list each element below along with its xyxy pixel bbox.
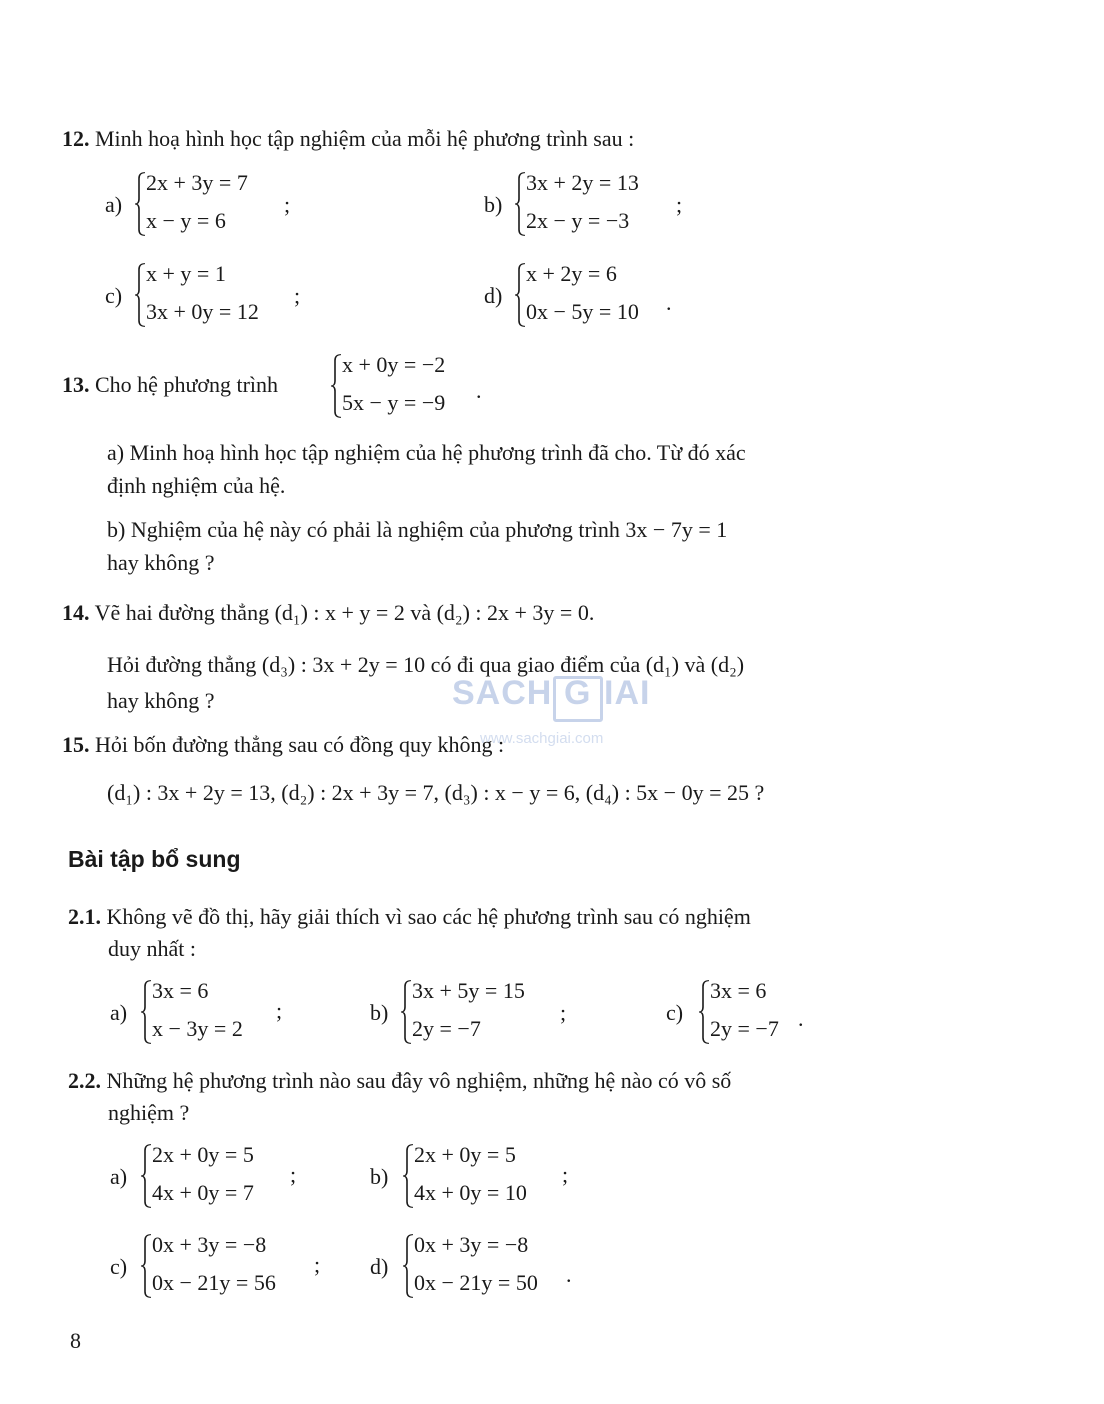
exercise-2-2-line1: Những hệ phương trình nào sau đây vô nghiệm, những hệ nào có vô số [106,1068,732,1093]
exercise-14-number: 14. [62,600,90,625]
ex21-a-eq1: 3x = 6 [152,978,209,1003]
brace-icon [140,980,148,1044]
watermark-url: www.sachgiai.com [480,730,604,747]
ex21-line2: duy nhất : [108,936,196,961]
ex13-eq1: x + 0y = −2 [342,352,446,377]
exercise-13-prompt: Cho hệ phương trình [95,372,279,397]
ex21-b-system [400,976,560,1048]
ex22-b-label: b) [370,1164,389,1189]
ex21-a-system [140,976,290,1048]
ex13-part-a-line2: định nghiệm của hệ. [107,473,286,498]
ex12-b-sep: ; [676,192,683,217]
ex21-a-label: a) [110,1000,128,1025]
exercise-12-number: 12. [62,126,90,151]
exercise-15-line1: Hỏi bốn đường thẳng sau có đồng quy không : [95,732,505,757]
ex12-d-label: d) [484,283,503,308]
exercise-2-2-number: 2.2. [68,1068,101,1093]
exercise-13-title [62,372,278,398]
ex22-c-label: c) [110,1254,128,1279]
ex13-sep: . [476,378,482,403]
ex12-a-sep: ; [284,192,291,217]
watermark-brand-left: SACH [452,674,553,712]
ex21-b-eq1: 3x + 5y = 15 [412,978,525,1003]
ex22-d-sep: . [566,1262,572,1287]
brace-icon [134,172,142,236]
ex22-c-eq2: 0x − 21y = 56 [152,1270,276,1295]
ex12-b-eq2: 2x − y = −3 [526,208,630,233]
ex12-d-eq2: 0x − 5y = 10 [526,299,639,324]
ex21-c-sep: . [798,1006,804,1031]
exercise-2-2-title [68,1068,731,1094]
brace-icon [330,354,338,418]
ex21-c-label: c) [666,1000,684,1025]
exercise-12-prompt: Minh hoạ hình học tập nghiệm của mỗi hệ phương trình sau : [95,126,635,151]
ex22-d-system [402,1230,582,1302]
ex22-a-system [140,1140,300,1212]
ex22-c-eq1: 0x + 3y = −8 [152,1232,267,1257]
ex21-c-eq2: 2y = −7 [710,1016,779,1041]
ex13-system [330,350,490,422]
ex21-b-eq2: 2y = −7 [412,1016,481,1041]
ex12-b-eq1: 3x + 2y = 13 [526,170,639,195]
exercise-14-line1: Vẽ hai đường thẳng (d₁) : x + y = 2 và (d₂) : 2x + 3y = 0. [94,600,595,625]
ex22-d-label: d) [370,1254,389,1279]
ex15-line2: (d₁) : 3x + 2y = 13, (d₂) : 2x + 3y = 7, (d₃) : x − y = 6, (d₄) : 5x − 0y = 25 ? [107,780,765,805]
ex22-b-sep: ; [562,1162,569,1187]
ex13-part-b-line2: hay không ? [107,550,215,575]
ex12-a-eq1: 2x + 3y = 7 [146,170,248,195]
ex12-c-eq1: x + y = 1 [146,261,226,286]
exercise-15-number: 15. [62,732,90,757]
ex12-a-system [134,168,294,240]
ex22-b-eq2: 4x + 0y = 10 [414,1180,527,1205]
ex12-d-eq1: x + 2y = 6 [526,261,617,286]
exercise-12-title [62,126,634,152]
ex22-b-eq1: 2x + 0y = 5 [414,1142,516,1167]
page-number: 8 [70,1328,81,1353]
ex22-c-sep: ; [314,1252,321,1277]
watermark-brand-right: IAI [604,674,651,712]
ex13-part-b-line1: b) Nghiệm của hệ này có phải là nghiệm của phương trình 3x − 7y = 1 [107,517,728,542]
ex22-a-sep: ; [290,1162,297,1187]
ex12-a-label: a) [105,192,123,217]
ex12-c-eq2: 3x + 0y = 12 [146,299,259,324]
brace-icon [514,172,522,236]
ex13-part-a-line1: a) Minh hoạ hình học tập nghiệm của hệ phương trình đã cho. Từ đó xác [107,440,746,465]
ex13-eq2: 5x − y = −9 [342,390,446,415]
ex12-b-system [514,168,684,240]
ex22-line2: nghiệm ? [108,1100,190,1125]
ex21-c-eq1: 3x = 6 [710,978,767,1003]
ex21-a-eq2: x − 3y = 2 [152,1016,243,1041]
ex22-a-label: a) [110,1164,128,1189]
exercise-15-title [62,732,504,758]
ex12-a-eq2: x − y = 6 [146,208,226,233]
exercise-13-number: 13. [62,372,90,397]
ex21-a-sep: ; [276,998,283,1023]
ex12-c-sep: ; [294,283,301,308]
ex22-a-eq2: 4x + 0y = 7 [152,1180,254,1205]
ex12-d-system [514,259,684,331]
ex22-a-eq1: 2x + 0y = 5 [152,1142,254,1167]
exercise-14-title [62,600,594,626]
brace-icon [140,1234,148,1298]
ex12-b-label: b) [484,192,503,217]
brace-icon [514,263,522,327]
ex12-c-system [134,259,304,331]
ex22-d-eq2: 0x − 21y = 50 [414,1270,538,1295]
ex14-line2: Hỏi đường thẳng (d₃) : 3x + 2y = 10 có đi qua giao điểm của (d₁) và (d₂) [107,652,745,677]
brace-icon [698,980,706,1044]
exercise-2-1-line1: Không vẽ đồ thị, hãy giải thích vì sao các hệ phương trình sau có nghiệm [106,904,751,929]
brace-icon [140,1144,148,1208]
ex12-c-label: c) [105,283,123,308]
ex14-line3: hay không ? [107,688,215,713]
brace-icon [402,1234,410,1298]
supplement-heading: Bài tập bổ sung [68,846,241,872]
brace-icon [400,980,408,1044]
exercise-2-1-title [68,904,751,930]
brace-icon [402,1144,410,1208]
ex22-b-system [402,1140,572,1212]
ex22-c-system [140,1230,320,1302]
brace-icon [134,263,142,327]
exercise-2-1-number: 2.1. [68,904,101,929]
watermark-brand-g: G [564,674,592,712]
ex21-b-sep: ; [560,1000,567,1025]
ex12-d-sep: . [666,290,672,315]
ex21-b-label: b) [370,1000,389,1025]
ex22-d-eq1: 0x + 3y = −8 [414,1232,529,1257]
